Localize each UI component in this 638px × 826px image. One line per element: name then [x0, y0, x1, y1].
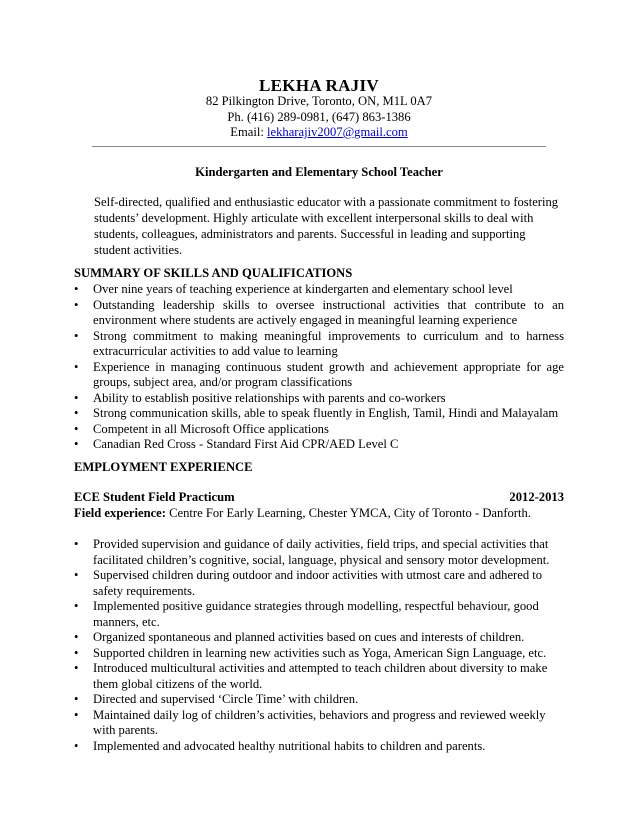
candidate-name: LEKHA RAJIV	[259, 76, 379, 95]
email-link[interactable]: lekharajiv2007@gmail.com	[267, 125, 408, 139]
skill-item	[74, 329, 564, 360]
skill-item-text: Over nine years of teaching experience at kindergarten and elementary school level	[93, 282, 513, 296]
bullet-icon: •	[74, 390, 79, 405]
bullet-icon: •	[74, 537, 79, 551]
skill-item	[74, 406, 564, 422]
duty-item-text: Provided supervision and guidance of daily activities, field trips, and special activities that facilitated children’s cognitive, social, language, physical and sensory motor development.	[93, 537, 550, 567]
field-experience-value: Centre For Early Learning, Chester YMCA, City of Toronto - Danforth.	[165, 506, 531, 520]
duty-item	[74, 630, 564, 646]
duty-item	[74, 599, 564, 630]
duty-item-text: Introduced multicultural activities and attempted to teach children about diversity to make them global citizens of the world.	[93, 661, 548, 691]
skills-heading: SUMMARY OF SKILLS AND QUALIFICATIONS	[74, 266, 353, 280]
duty-item-text: Supported children in learning new activities such as Yoga, American Sign Language, etc.	[93, 645, 547, 660]
skill-item	[74, 360, 564, 391]
bullet-icon: •	[74, 692, 79, 706]
phone-line: Ph. (416) 289-0981, (647) 863-1386	[227, 110, 411, 124]
bullet-icon: •	[74, 661, 79, 675]
employment-heading: EMPLOYMENT EXPERIENCE	[74, 460, 253, 474]
skills-list	[74, 282, 564, 453]
bullet-icon: •	[74, 645, 79, 660]
bullet-icon: •	[74, 406, 79, 420]
skill-item-text: Outstanding leadership skills to oversee instructional activities that contribute to an environment where students are actively engaged in meaningful learning experience	[93, 297, 564, 327]
bullet-icon: •	[74, 328, 79, 343]
duty-item-text: Implemented positive guidance strategies through modelling, respectful behaviour, good manners, etc.	[93, 599, 539, 629]
bullet-icon: •	[74, 630, 79, 644]
skill-item	[74, 282, 564, 298]
field-experience-line	[74, 506, 574, 521]
email-label: Email:	[230, 125, 268, 139]
bullet-icon: •	[74, 568, 79, 582]
job-title: Kindergarten and Elementary School Teacher	[195, 165, 443, 179]
skill-item-text: Competent in all Microsoft Office applications	[93, 421, 329, 436]
bullet-icon: •	[74, 707, 79, 722]
bullet-icon: •	[74, 437, 79, 451]
field-experience-label: Field experience:	[74, 506, 166, 520]
skill-item-text: Strong commitment to making meaningful improvements to curriculum and to harness extracurricular activities to add value to learning	[93, 328, 564, 358]
profile-summary: Self-directed, qualified and enthusiastic educator with a passionate commitment to fostering students’ development. Highly articulate with excellent interpersonal skills to deal with students, colleagues, administrators and parents. Successful in leading and supporting student activities.	[94, 195, 559, 257]
duty-item	[74, 692, 564, 708]
skill-item	[74, 422, 564, 438]
duty-item	[74, 739, 564, 755]
duty-item	[74, 708, 564, 739]
skill-item	[74, 391, 564, 407]
bullet-icon: •	[74, 599, 79, 613]
bullet-icon: •	[74, 738, 79, 753]
skill-item-text: Ability to establish positive relationships with parents and co-workers	[93, 390, 446, 405]
header-divider	[92, 146, 546, 147]
duty-item	[74, 537, 564, 568]
skill-item-text: Strong communication skills, able to speak fluently in English, Tamil, Hindi and Malayalam	[93, 406, 559, 420]
skill-item-text: Canadian Red Cross - Standard First Aid CPR/AED Level C	[93, 437, 399, 451]
bullet-icon: •	[74, 359, 79, 374]
duties-list	[74, 537, 564, 754]
role-title: ECE Student Field Practicum	[74, 490, 235, 504]
address-line: 82 Pilkington Drive, Toronto, ON, M1L 0A7	[205, 94, 433, 108]
duty-item-text: Implemented and advocated healthy nutritional habits to children and parents.	[93, 738, 486, 753]
role-years: 2012-2013	[509, 490, 564, 504]
duty-item-text: Maintained daily log of children’s activities, behaviors and progress and reviewed weekly with parents.	[93, 707, 546, 737]
bullet-icon: •	[74, 297, 79, 312]
skill-item	[74, 437, 564, 453]
bullet-icon: •	[74, 282, 79, 296]
duty-item	[74, 646, 564, 662]
duty-item	[74, 568, 564, 599]
duty-item-text: Supervised children during outdoor and indoor activities with utmost care and adhered to safety requirements.	[93, 568, 543, 598]
skill-item-text: Experience in managing continuous student growth and achievement appropriate for age groups, subject area, and/or program classifications	[93, 359, 564, 389]
duty-item	[74, 661, 564, 692]
duty-item-text: Directed and supervised ‘Circle Time’ with children.	[93, 692, 359, 706]
skill-item	[74, 298, 564, 329]
email-line	[0, 125, 638, 140]
bullet-icon: •	[74, 421, 79, 436]
duty-item-text: Organized spontaneous and planned activities based on cues and interests of children.	[93, 630, 525, 644]
